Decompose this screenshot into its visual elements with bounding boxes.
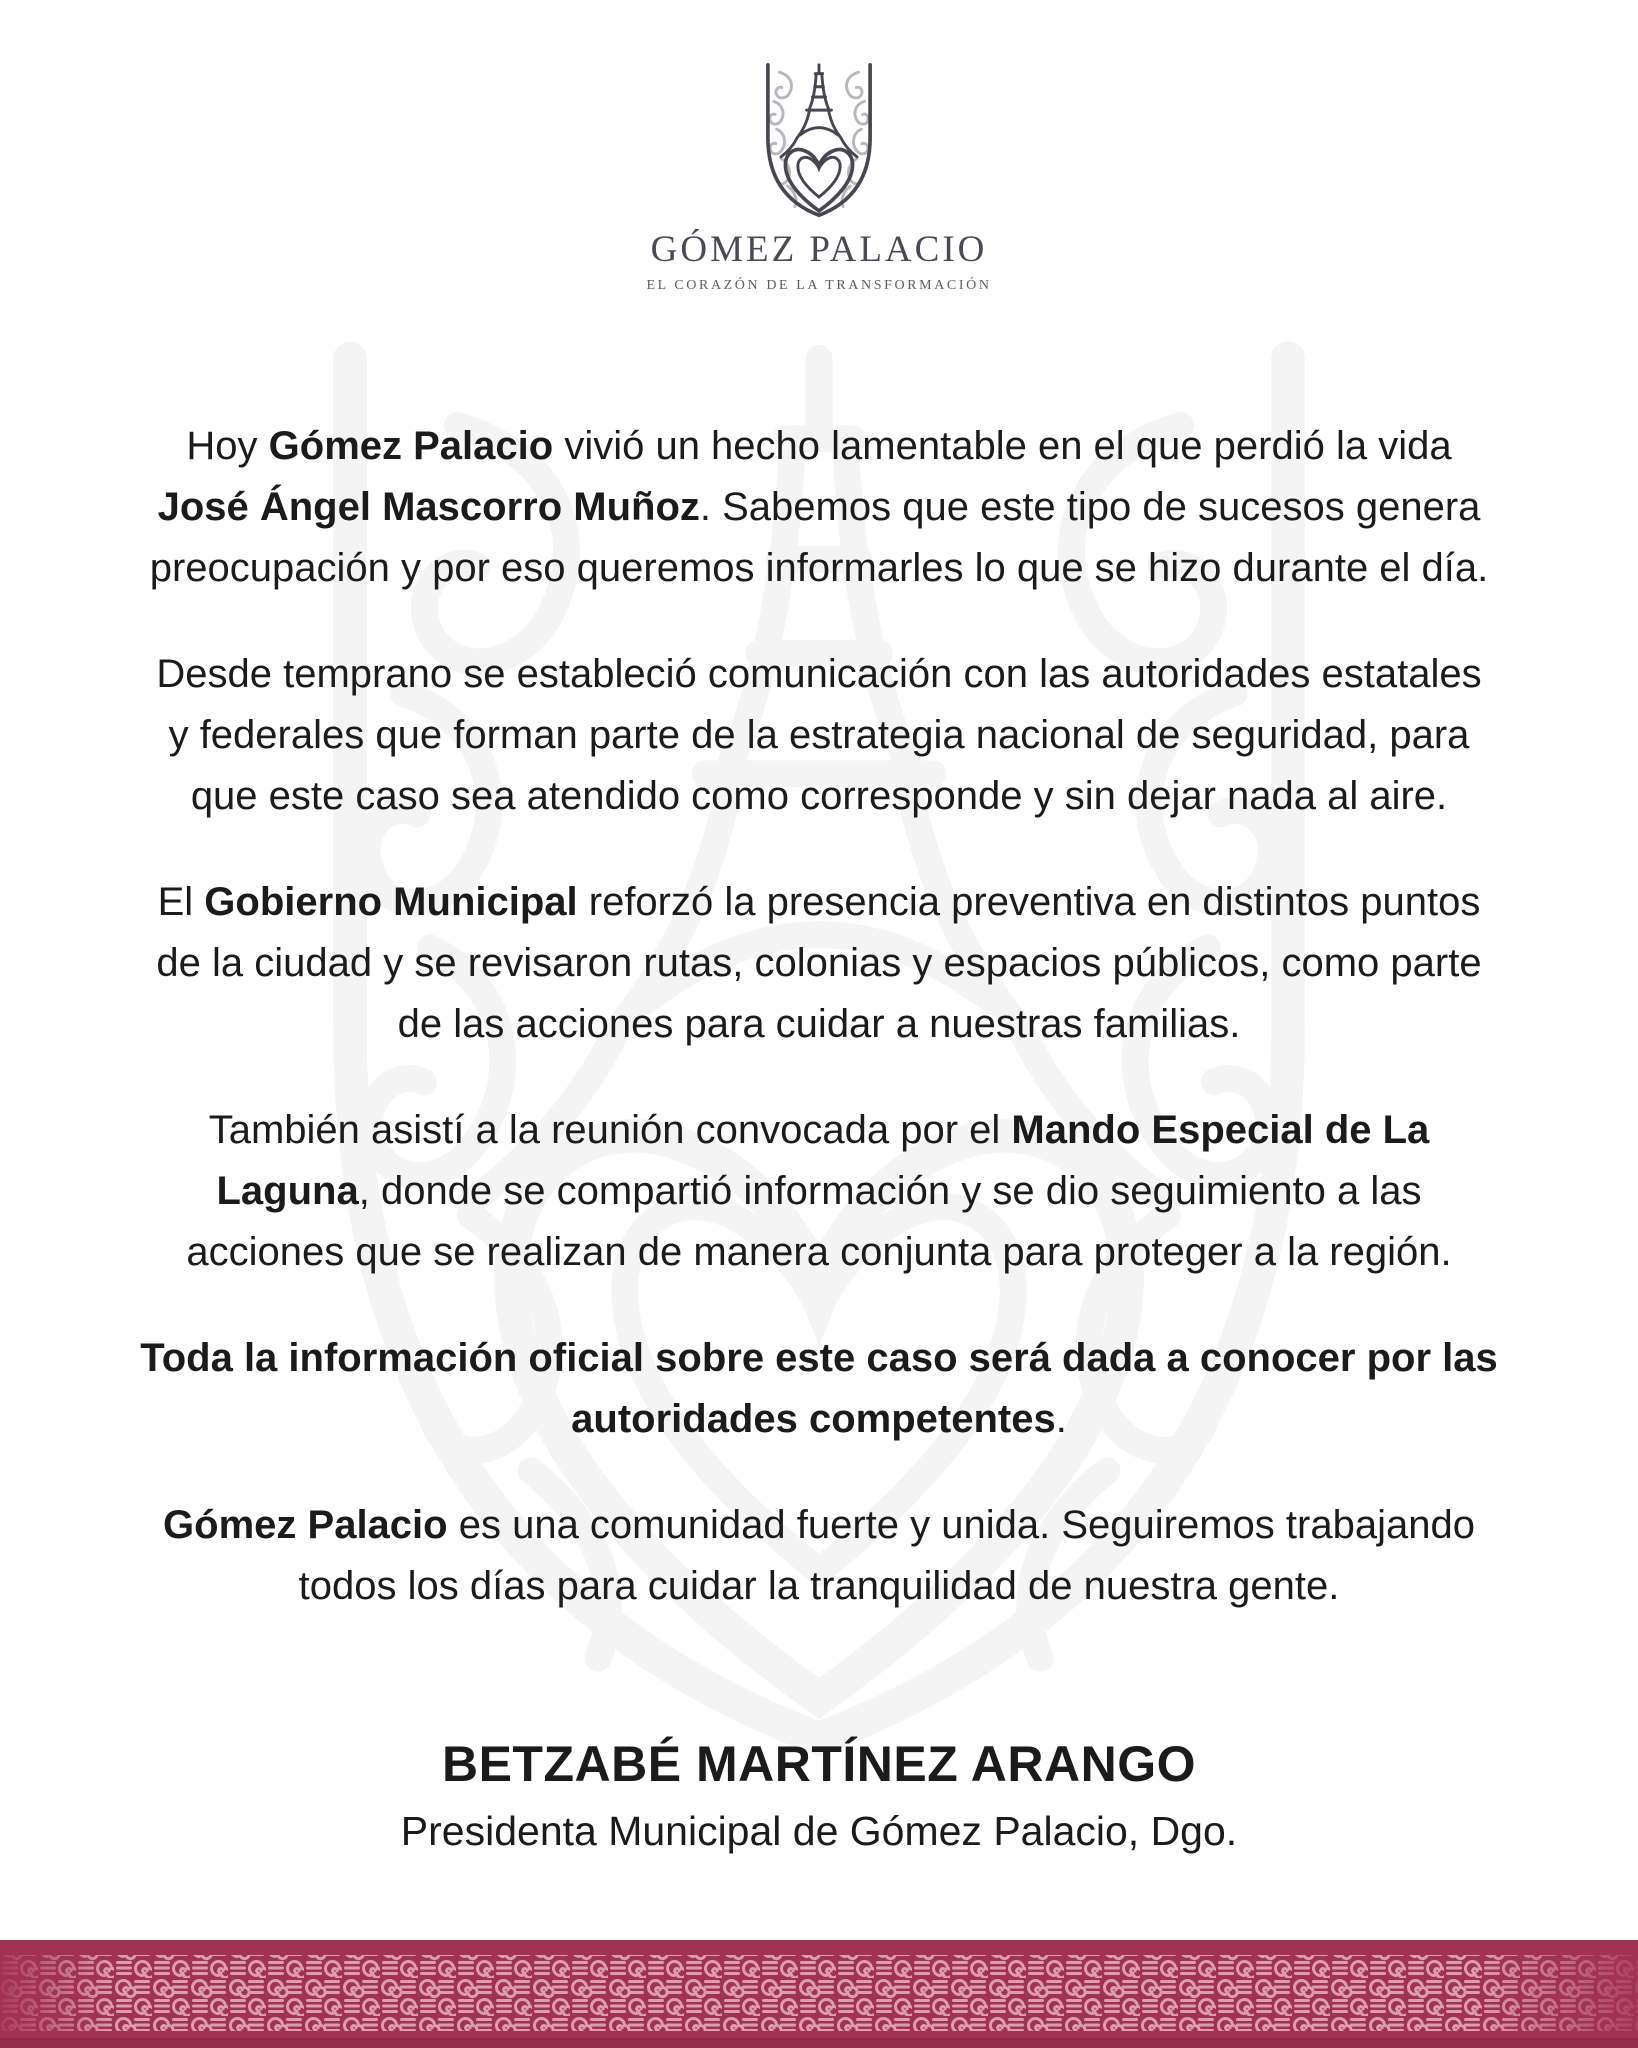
text-line: de las acciones para cuidar a nuestras familias. <box>397 1002 1241 1046</box>
gomez-palacio-crest-icon <box>746 56 892 246</box>
text-line: El Gobierno Municipal reforzó la presencia preventiva en distintos puntos <box>157 880 1481 924</box>
text-line: acciones que se realizan de manera conjunta para proteger a la región. <box>186 1230 1452 1274</box>
text-line: autoridades competentes. <box>571 1397 1067 1441</box>
text-line: También asistí a la reunión convocada por el Mando Especial de La <box>208 1108 1430 1152</box>
signature-title: Presidenta Municipal de Gómez Palacio, Dgo. <box>400 1808 1238 1854</box>
logo-wordmark: GÓMEZ PALACIO <box>650 229 988 270</box>
greca-swirl-border-icon <box>0 1940 1638 2048</box>
paragraph <box>89 872 1549 1055</box>
text-line: todos los días para cuidar la tranquilidad de nuestra gente. <box>298 1564 1340 1608</box>
text-line: Toda la información oficial sobre este caso será dada a conocer por las <box>140 1336 1498 1380</box>
text-line: y federales que forman parte de la estrategia nacional de seguridad, para <box>168 713 1470 757</box>
paragraph <box>89 1328 1549 1450</box>
statement-body <box>89 416 1549 1617</box>
text-line: Desde temprano se estableció comunicación con las autoridades estatales <box>156 652 1482 696</box>
text-line: preocupación y por eso queremos informarles lo que se hizo durante el día. <box>149 546 1489 590</box>
text-line: José Ángel Mascorro Muñoz. Sabemos que este tipo de sucesos genera <box>157 485 1481 529</box>
text-line: Laguna, donde se compartió información y se dio seguimiento a las <box>216 1169 1422 1213</box>
text-line: de la ciudad y se revisaron rutas, colonias y espacios públicos, como parte <box>156 941 1482 985</box>
paragraph <box>89 1495 1549 1617</box>
logo-tagline: EL CORAZÓN DE LA TRANSFORMACIÓN <box>646 278 992 293</box>
text-line: Gómez Palacio es una comunidad fuerte y unida. Seguiremos trabajando <box>163 1503 1475 1547</box>
text-line: que este caso sea atendido como corresponde y sin dejar nada al aire. <box>190 774 1448 818</box>
paragraph <box>89 644 1549 827</box>
signature-name: BETZABÉ MARTÍNEZ ARANGO <box>441 1736 1197 1792</box>
paragraph <box>89 416 1549 599</box>
paragraph <box>89 1100 1549 1283</box>
text-line: Hoy Gómez Palacio vivió un hecho lamentable en el que perdió la vida <box>186 424 1452 468</box>
